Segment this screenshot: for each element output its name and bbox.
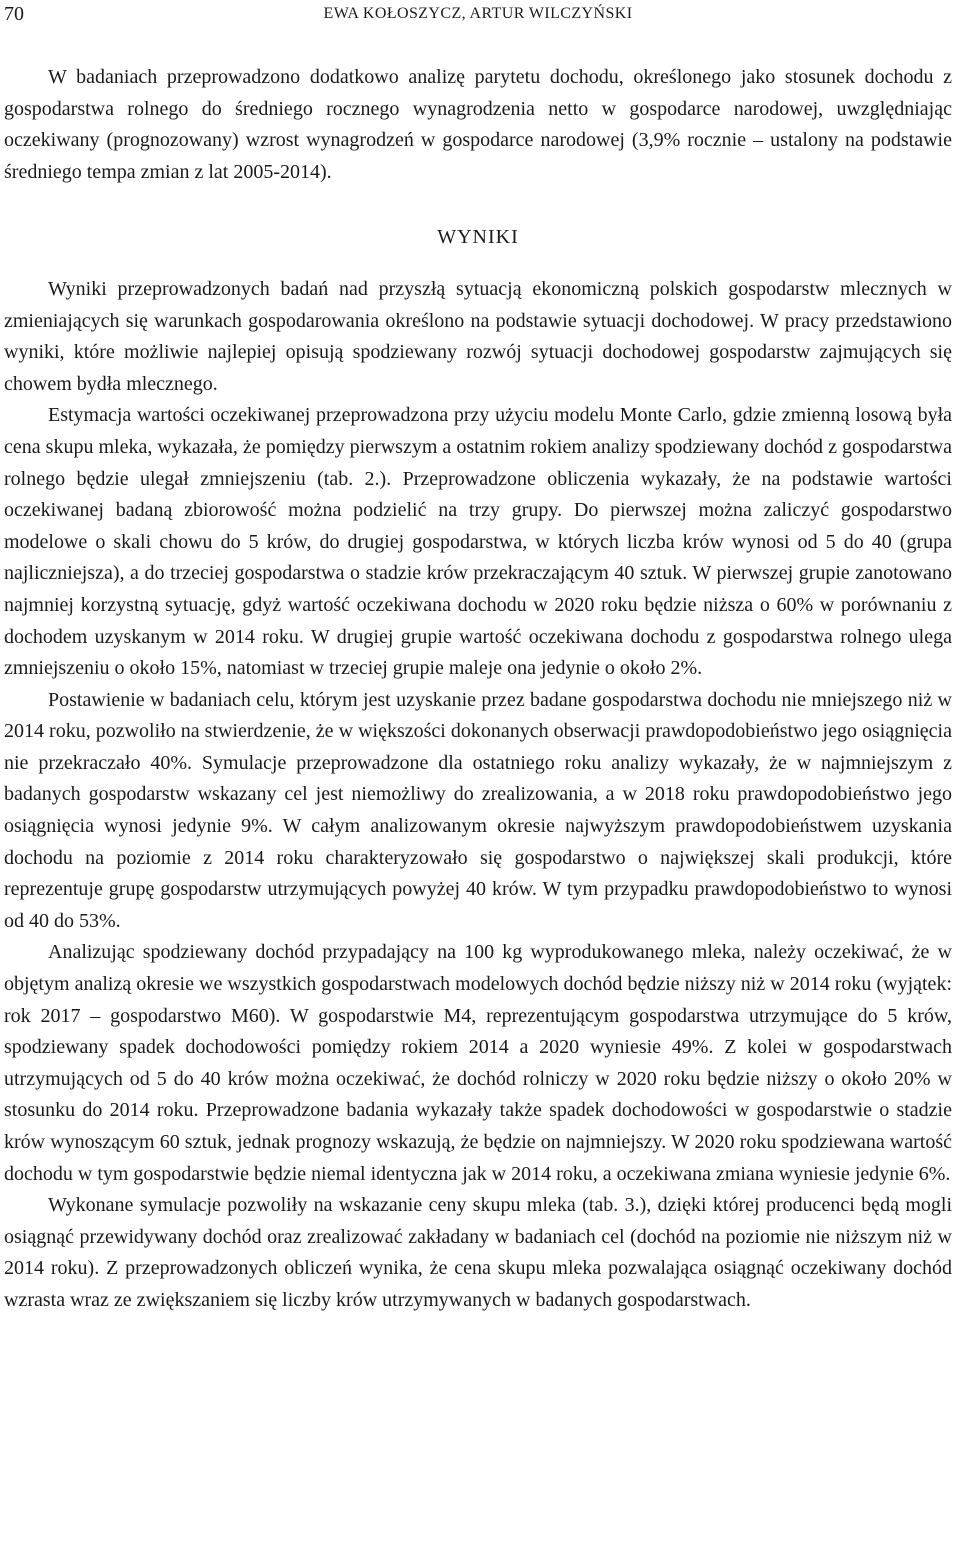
running-head — [4, 0, 952, 28]
page-number: 70 — [4, 3, 24, 25]
results-paragraph-5: Wykonane symulacje pozwoliły na wskazanie ceny skupu mleka (tab. 3.), dzięki której producenci będą mogli osiągnąć przewidywany dochód oraz zrealizować zakładany w badaniach cel (dochód na poziomie nie niższym niż w 2014 roku). Z przeprowadzonych obliczeń wynika, że cena skupu mleka pozwalająca osiągnąć oczekiwany dochód wzrasta wraz ze zwiększaniem się liczby krów utrzymywanych w badanych gospodarstwach. — [4, 1194, 952, 1311]
results-paragraph-1: Wyniki przeprowadzonych badań nad przyszłą sytuacją ekonomiczną polskich gospodarstw mlecznych w zmieniających się warunkach gospodarowania określono na podstawie sytuacji dochodowej. W pracy przedstawiono wyniki, które możliwie najlepiej opisują spodziewany rozwój sytuacji dochodowej gospodarstw zajmujących się chowem bydła mlecznego. — [4, 277, 952, 395]
section-heading-results: WYNIKI — [437, 226, 519, 249]
results-paragraph-4: Analizując spodziewany dochód przypadający na 100 kg wyprodukowanego mleka, należy oczekiwać, że w objętym analizą okresie we wszystkich gospodarstwach modelowych dochód będzie niższy niż w 2014 roku (wyjątek: rok 2017 – gospodarstwo M60). W gospodarstwie M4, reprezentującym gospodarstwa utrzymujące do 5 krów, spodziewany spadek dochodowości pomiędzy rokiem 2014 a 2020 wyniesie 49%. Z kolei w gospodarstwach utrzymujących od 5 do 40 krów można oczekiwać, że dochód rolniczy w 2020 roku będzie niższy o około 20% w stosunku do 2014 roku. Przeprowadzone badania wykazały także spadek dochodowości w gospodarstwie o stadzie krów wynoszącym 60 sztuk, jednak prognozy wskazują, że będzie on najmniejszy. W 2020 roku spodziewana wartość dochodu w tym gospodarstwie będzie niemal identyczna jak w 2014 roku, a oczekiwana zmiana wyniesie jedynie 6%. — [4, 941, 952, 1185]
results-paragraph-3: Postawienie w badaniach celu, którym jest uzyskanie przez badane gospodarstwa dochodu nie mniejszego niż w 2014 roku, pozwoliło na stwierdzenie, że w większości dokonanych obserwacji prawdopodobieństwo jego osiągnięcia nie przekraczało 40%. Symulacje przeprowadzone dla ostatniego roku analizy wykazały, że w najmniejszym z badanych gospodarstw wskazany cel jest niemożliwy do zrealizowania, a w 2018 roku prawdopodobieństwo jego osiągnięcia wynosi jedynie 9%. W całym analizowanym okresie najwyższym prawdopodobieństwem uzyskania dochodu na poziomie z 2014 roku charakteryzowało się gospodarstwo o największej skali produkcji, które reprezentuje grupę gospodarstw utrzymujących powyżej 40 krów. W tym przypadku prawdopodobieństwo to wynosi od 40 do 53%. — [4, 688, 952, 932]
results-paragraph-2: Estymacja wartości oczekiwanej przeprowadzona przy użyciu modelu Monte Carlo, gdzie zmienną losową była cena skupu mleka, wykazała, że pomiędzy pierwszym a ostatnim rokiem analizy spodziewany dochód z gospodarstwa rolnego będzie ulegał zmniejszeniu (tab. 2.). Przeprowadzone obliczenia wykazały, że na podstawie wartości oczekiwanej badaną zbiorowość można podzielić na trzy grupy. Do pierwszej można zaliczyć gospodarstwo modelowe o skali chowu do 5 krów, do drugiej gospodarstwa, w których liczba krów wynosi od 5 do 40 (grupa najliczniejsza), a do trzeciej gospodarstwa o stadzie krów przekraczającym 40 sztuk. W pierwszej grupie zanotowano najmniej korzystną sytuację, gdyż wartość oczekiwana dochodu w 2020 roku będzie niższa o 60% w porównaniu z dochodem uzyskanym w 2014 roku. W drugiej grupie wartość oczekiwana dochodu z gospodarstwa rolnego ulega zmniejszeniu o około 15%, natomiast w trzeciej grupie maleje ona jedynie o około 2%. — [4, 404, 952, 680]
intro-paragraph: W badaniach przeprowadzono dodatkowo analizę parytetu dochodu, określonego jako stosunek dochodu z gospodarstwa rolnego do średniego rocznego wynagrodzenia netto w gospodarce narodowej, uwzględniając oczekiwany (prognozowany) wzrost wynagrodzeń w gospodarce narodowej (3,9% rocznie – ustalony na podstawie średniego tempa zmian z lat 2005-2014). — [4, 66, 952, 183]
running-head-authors: EWA KOŁOSZYCZ, ARTUR WILCZYŃSKI — [323, 5, 633, 22]
page-body — [4, 62, 952, 1317]
